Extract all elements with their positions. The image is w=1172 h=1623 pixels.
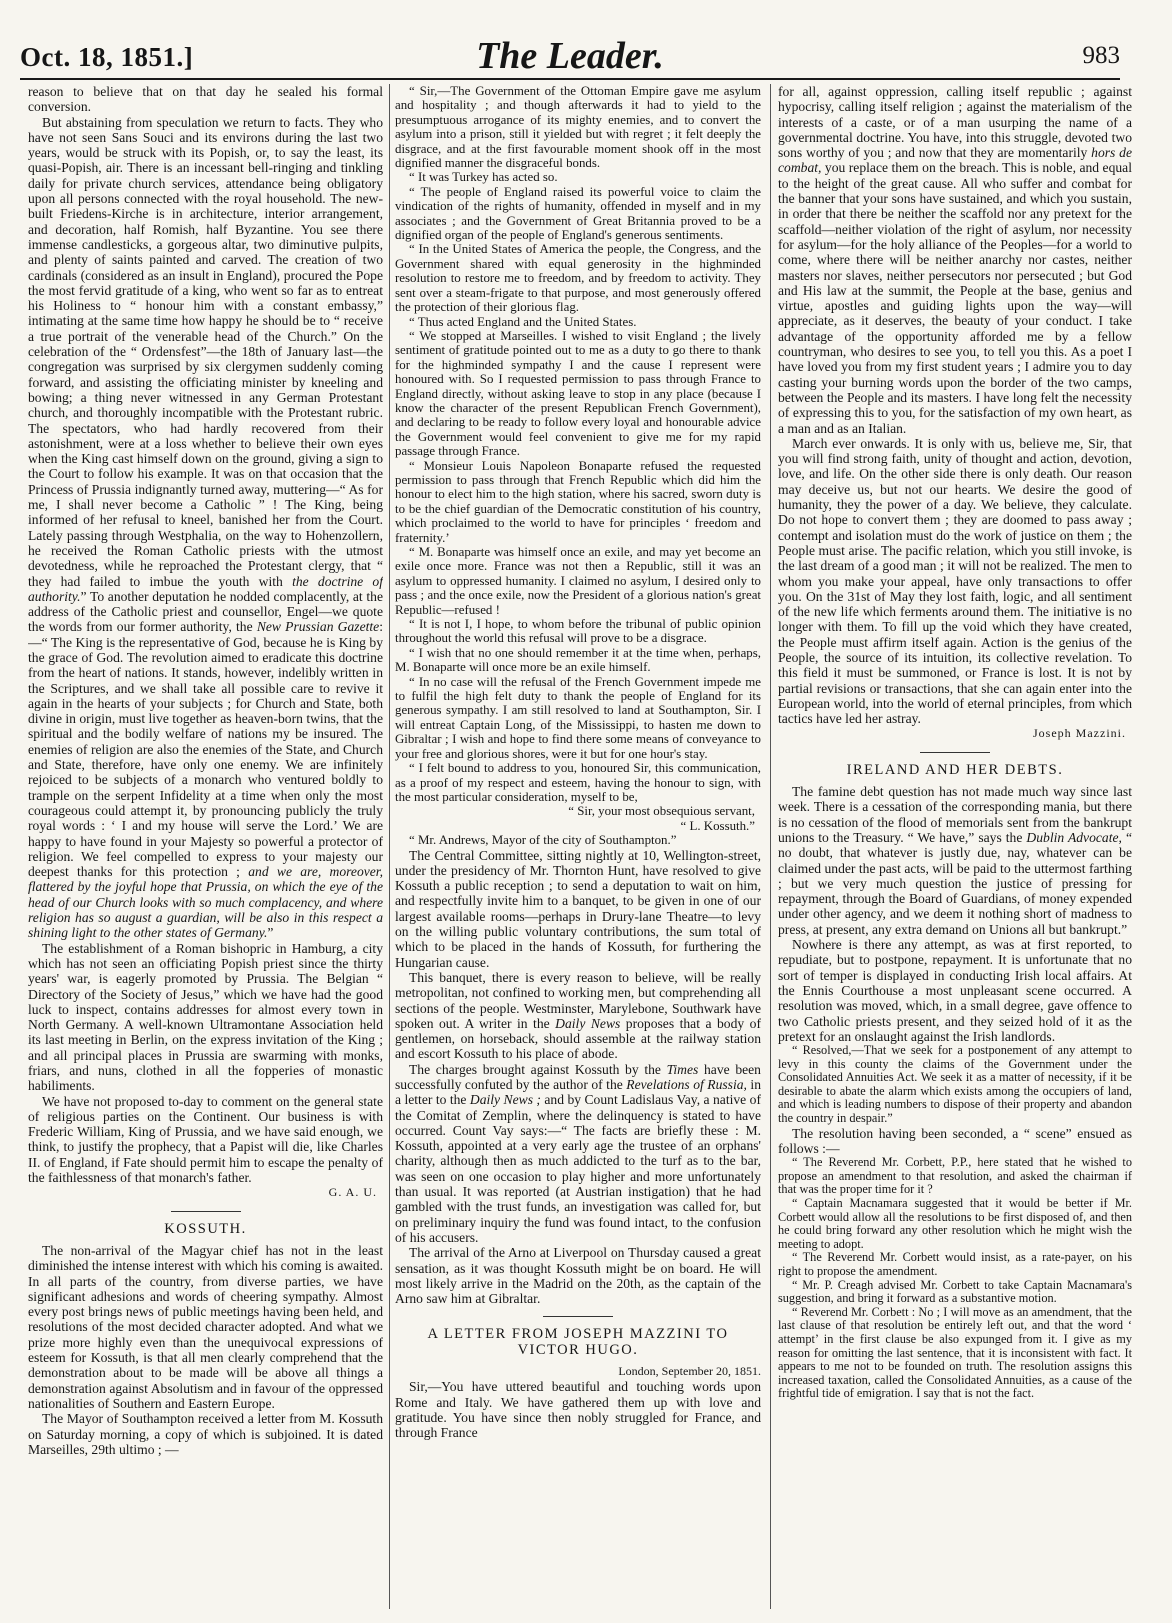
column-3 <box>778 84 1132 1609</box>
issue-date: Oct. 18, 1851.] <box>20 42 194 72</box>
quoted-resolution: “ Resolved,—That we seek for a postponement of any attempt to levy in this county the claims of the Government under the Consolidated Annuities Act. We seek it as a matter of necessity, if it be desirable to abate the alarm which exists among the occupiers of land, and which is leading numbers to dispose of their property and abandon the country in despair.” <box>778 1043 1132 1126</box>
paragraph: The non-arrival of the Magyar chief has not in the least diminished the intense interest with which his coming is awaited. In all parts of the country, from diverse parties, we have significant adhesions and words of cheering sympathy. Almost every post brings news of public meetings having been held, and resolutions of the most decided character adopted. And what we prize more highly even than the unequivocal expressions of esteem for Kossuth, is that all men clearly comprehend that the demonstration about to be made will be above all things a demonstration against Absolutism and in favour of the oppressed nationalities of Southern and Eastern Europe. <box>28 1242 383 1411</box>
paragraph: Nowhere is there any attempt, as was at first reported, to repudiate, but to postpone, repayment. It is unfortunate that no sort of temper is displayed in conducting Irish local affairs. At the Ennis Courthouse a most unpleasant scene occurred. A resolution was moved, which, in a small degree, gave offence to two Catholic priests present, and they seized hold of it as the pretext for an onslaught against the Irish landlords. <box>778 937 1132 1044</box>
column-2 <box>395 84 761 1609</box>
column-divider-2 <box>770 84 771 1609</box>
paragraph: reason to believe that on that day he sealed his formal conversion. <box>28 84 383 115</box>
newspaper-title: The Leader. <box>476 35 664 77</box>
text-run: proposes that a body of gentlemen, on horseback, should assemble at the railway station and escort Kossuth to his place of abode. <box>395 1015 761 1062</box>
paragraph: We have not proposed to-day to comment on the general state of religious parties on the Continent. Our business is with Frederic William, King of Prussia, and we have said enough, we think, to justify the prophecy, that a Papist will die, like Charles II. of England, if Fate should permit him to escape the penalty of the faithlessness of that monarch's father. <box>28 1093 383 1186</box>
quoted-paragraph: “ Captain Macnamara suggested that it would be better if Mr. Corbett would allow all the resolutions to be first disposed of, and then he could bring forward any other resolution which he might wish the meeting to adopt. <box>778 1196 1132 1251</box>
paragraph: The establishment of a Roman bishopric in Hamburg, a city which has not seen an officiating Popish priest since the thirty years' war, is eagerly promoted by Prussia. The Belgian “ Directory of the Society of Jesus,” which we have had the good luck to inspect, contains addresses for almost every town in North Germany. A well-known Ultramontane Association held its last meeting in Berlin, on the express invitation of the King ; and all principal places in Prussia are swarming with monks, friars, and nuns, clothed in all the fopperies of monastic habiliments. <box>28 940 383 1094</box>
paragraph: The Central Committee, sitting nightly at 10, Wellington-street, under the presidency of Mr. Thornton Hunt, have resolved to give Kossuth a public reception ; to send a deputation to wait on him, and respectfully invite him to a banquet, to be given in one of our largest available rooms—perhaps in Drury-lane Theatre—to levy on the willing public voluntary contributions, the sum total of which to be placed in the hands of Kossuth, for furthering the Hungarian cause. <box>395 847 761 970</box>
paragraph: The arrival of the Arno at Liverpool on Thursday caused a great sensation, as it was thought Kossuth might be on board. He will most likely arrive in the Madrid on the 20th, as the captain of the Arno saw him at Gibraltar. <box>395 1245 761 1307</box>
letter-paragraph: “ Thus acted England and the United States. <box>409 314 637 329</box>
italic-run: Revelations of Russia, <box>626 1076 747 1092</box>
text-run: This banquet, there is every reason to believe, will be really metropolitan, not confined to working men, but comprehending all sections of the people. Westminster, Marylebone, Southwark have spoken out. A writer in the <box>395 969 761 1031</box>
section-rule <box>543 1316 613 1317</box>
letter-paragraph: “ In the United States of America the people, the Congress, and the Government shared with equal generosity in the highminded resolution to restore me to freedom, and by freedom to activity. They sent over a steam-frigate to that purpose, and most generously offered the protection of their glorious flag. <box>395 242 761 315</box>
letter-paragraph: “ M. Bonaparte was himself once an exile, and may yet become an exile once more. France was not then a Republic, still it was an asylum to oppressed humanity. I claimed no asylum, I desired only to pass ; and the once exile, now the President of a glorious nation's great Republic—refused ! <box>395 545 761 617</box>
section-rule <box>920 752 990 753</box>
quoted-paragraph: “ The Reverend Mr. Corbett would insist, as a rate-payer, on his right to propose the amendment. <box>778 1250 1132 1279</box>
letter-paragraph: “ In no case will the refusal of the French Government impede me to fulfil the high felt duty to thank the people of England for its generous sympathy. I am still resolved to land at Southampton, Sir. I will entreat Captain Long, of the Mississippi, to hasten me down to Gibraltar ; I wish and hope to find there some means of conveyance to your free and glorious shores, were it but for one hour's stay. <box>395 674 761 761</box>
dateline: London, September 20, 1851. <box>618 1364 761 1379</box>
text-run: have been successfully confuted by the author of the <box>395 1061 761 1092</box>
quoted-paragraph: “ The Reverend Mr. Corbett, P.P., here stated that he wished to propose an amendment to that resolution, and asked the chairman if that was the proper time for it ? <box>778 1155 1132 1197</box>
italic-run: and we are, moreover, flattered by the joyful hope that Prussia, on which the eye of the head of our Church looks with so much complacency, and where religion has so august a guardian, will be also in this respect a shining light to the other states of Germany. <box>28 864 383 941</box>
text-run: :—“ The King is the representative of God, because he is King by the grace of God. The revolution aimed to eradicate this doctrine from the heart of nations. It stands, however, indelibly written in the Scriptures, and we shall take all possible care to revive it again in the hearts of your subjects ; for Church and State, both divine in origin, must live together as heaven-born twins, that the spiritual and the bodily welfare of nations my be insured. The enemies of religion are also the enemies of the State, and Church and State, therefore, have only one enemy. We are infinitely rejoiced to be subjects of a monarch who ventured boldly to trample on the serpent Infidelity at a time when only the most courageous could attempt it, by pronouncing publicly the truly royal words : ‘ I and my house will serve the Lord.’ We are happy to have found in your Majesty so powerful a protector of religion. We feel compelled to express to your majesty our deepest thanks for this protection ; <box>28 619 383 880</box>
italic-run: the doctrine of authority. <box>28 573 383 604</box>
masthead <box>20 28 1120 80</box>
text-run: ” To another deputation he nodded complacently, at the address of the Catholic priest and counsellor, Engel—we quote the words from our former authority, the <box>28 588 383 635</box>
paragraph: The Mayor of Southampton received a letter from M. Kossuth on Saturday morning, a copy of which is subjoined. It is dated Marseilles, 29th ultimo ; — <box>28 1411 383 1457</box>
letter-paragraph: “ I wish that no one should remember it at the time when, perhaps, M. Bonaparte will once more be an exile himself. <box>395 645 761 675</box>
page-number: 983 <box>1082 42 1120 69</box>
section-heading-mazzini-letter: A LETTER FROM JOSEPH MAZZINI TO VICTOR HUGO. <box>427 1326 729 1358</box>
text-run: “ no doubt, that whatever is justly due, nay, whatever can be claimed under the past acts, will be paid to the uttermost farthing ; but we very much question the justice of pressing for repayment, through the Board of Guardians, of money expended under other agency, and we deem it nothing short of madness to press, at present, any extra demand on Unions all but bankrupt.” <box>778 829 1132 937</box>
letter-paragraph: “ Monsieur Louis Napoleon Bonaparte refused the requested permission to pass through that French Republic which did him the honour to elect him to the high station, where his sacred, sworn duty is to be the chief guardian of the Democratic constitution of his country, which proclaimed to the world to have for principles ‘ freedom and fraternity.’ <box>395 458 761 545</box>
letter-paragraph: “ I felt bound to address to you, honoured Sir, this communication, as a proof of my respect and esteem, having the honour to sign, with the most particular consideration, myself to be, <box>395 761 761 804</box>
kossuth-letter <box>395 84 761 848</box>
letter-paragraph: “ We stopped at Marseilles. I wished to visit England ; the lively sentiment of gratitude pointed out to me as a duty to go there to thank for the highminded sympathy I and the cause I represent were honoured with. So I requested permission to pass through France to England directly, without asking leave to stop in any place (because I know the character of the present Republican French Government), and declaring to be ready to follow every loyal and honourable advice the Government would feel convenient to give me for my rapid passage through France. <box>395 328 761 459</box>
section-heading-kossuth: KOSSUTH. <box>164 1220 247 1237</box>
paragraph <box>778 84 1132 436</box>
author-signature: G. A. U. <box>328 1185 377 1200</box>
letter-paragraph: “ It is not I, I hope, to whom before the tribunal of public opinion throughout the world this refusal will prove to be a disgrace. <box>395 617 761 646</box>
italic-run: New Prussian Gazette <box>256 619 380 635</box>
text-run: for all, against oppression, calling itself republic ; against hypocrisy, calling itself religion ; against the materialism of the interests of a caste, or of a man usurping the name of a governmental doctrine. You have, into this struggle, devoted two sons worthy of you ; and now that they are momentarily <box>778 84 1132 161</box>
text-run: in a letter to the <box>395 1076 761 1108</box>
section-heading-ireland: IRELAND AND HER DEBTS. <box>846 761 1064 778</box>
text-run: The famine debt question has not made much way since last week. There is a cessation of the corresponding mania, but there is no cessation of the flood of memorials sent from the bankrupt unions to the Treasury. “ We have,” says the <box>778 784 1132 845</box>
column-1 <box>28 84 383 1609</box>
text-run: you replace them on the breach. This is noble, and equal to the height of the great cause. All who suffer and combat for the banner that your sons have sustained, and which you sustain, in order that there be neither the scaffold nor any pretext for the scaffold—neither violation of the right of asylum, nor necessity for asylum—for the holy alliance of the Peoples—for a world to come, where there will be neither anarchy nor castes, neither masters nor slaves, neither persecutors nor persecuted ; but God and His law at the summit, the People at the base, genius and virtue, apostles and guiding lights upon the way—will appreciate, as it deserves, the beauty of your conduct. I take advantage of the opportunity afforded me by a fellow countryman, who desires to see you, to tell you this. As a poet I have loved you from my first student years ; I admire you to day casting your burning words upon the border of the two camps, between the People and its masters. I have long felt the necessity of expressing this to you, for the satisfaction of my own heart, as a man and as an Italian. <box>778 160 1132 436</box>
letter-closing: “ Sir, your most obsequious servant, <box>568 804 755 819</box>
text-run: and by Count Ladislaus Vay, a native of the Comitat of Zemplin, where the delinquency is stated to have occurred. Count Vay says:—“ The facts are briefly these : M. Kossuth, appointed at a very early age the trustee of an orphans' charity, although then as much addicted to the turf as to the bar, was seen on one occasion to play higher and more unfortunately than usual. It was reported (at Austrian instigation) that he had gambled with the trust funds, an investigation was called for, but on preliminary inquiry the fund was found intact, to the confusion of his accusers. <box>395 1092 761 1245</box>
letter-addressee: “ Mr. Andrews, Mayor of the city of Southampton.” <box>409 833 677 848</box>
author-signature: Joseph Mazzini. <box>1033 726 1126 741</box>
quoted-proceedings <box>778 1156 1132 1401</box>
text-run: But abstaining from speculation we return to facts. They who have not seen Sans Souci and its environs during the last two years, would be struck with its Popish, or, to say the least, its quasi-Popish, air. There is an incessant bell-ringing and tinkling daily for private church services, attendance being obligatory upon all persons connected with the royal household. The new-built Friedens-Kirche is in architecture, interior arrangement, and decoration, half Romish, half Byzantine. You see there immense candlesticks, a gorgeous altar, two diminutive pulpits, and plenty of saints painted and carved. The creation of two cardinals (considered as an insult in England), procured the Pope the most fervid gratitude of a king, who went so far as to entreat his Holiness to “ honour him with a constant embassy,” intimating at the same time how happy he should be to “ receive a true portrait of the venerable head of the Church.” On the celebration of the “ Ordensfest”—the 18th of January last—the congregation was surprised by six clergymen suddenly coming forward, and assisting the officiating minister by kneeling and bowing; a thing never witnessed in any German Protestant church, and thoroughly incompatible with the Protestant rubric. The spectators, who had hardly recovered from their astonishment, were at a loss whether to believe their own eyes when the King cast himself down on the ground, giving a sign to the Court to follow his example. It was on that occasion that the Princess of Prussia indignantly turned away, muttering—“ As for me, I shall never become a Catholic ” ! The King, being informed of her refusal to kneel, banished her from the Court. Lately passing through Westphalia, on the way to Hohenzollern, he received the Roman Catholic priests with the utmost devotedness, while he reproached the Protestant clergy, that “ they had failed to imbue the youth with <box>28 114 383 589</box>
paragraph: The resolution having been seconded, a “ scene” ensued as follows :— <box>778 1125 1132 1156</box>
column-divider-1 <box>389 84 390 1609</box>
italic-run: Daily News ; <box>469 1092 541 1108</box>
text-run: ” <box>267 925 274 941</box>
italic-run: hors de combat, <box>778 145 1132 176</box>
paragraph: March ever onwards. It is only with us, believe me, Sir, that you will find strong faith, unity of thought and action, devotion, love, and life. On the other side there is only death. Our reason may deceive us, but not our hearts. We desire the good of humanity, they the power of a day. We believe, they calculate. Do not hope to convert them ; they are doomed to pass away ; contempt and isolation must do the work of justice on them ; the People must arise. The pacific relation, which you still invoke, is the last dream of a good man ; it will not be realized. The men to whom you make your appeal, have only transactions to offer you. On the 31st of May they lost faith, logic, and all sentiment of the new life which ferments around them. The initiative is no longer with them. To fill up the void which they have created, the People must affirm itself again. Action is the genius of the People, the source of its intuition, its collective revelation. To this field it must be summoned, or France is lost. It is not by partial revisions or transactions, that she can again enter into the European world, into the world of eternal principles, from which tactics have led her astray. <box>778 435 1132 727</box>
paragraph <box>28 115 383 941</box>
paragraph: Sir,—You have uttered beautiful and touching words upon Rome and Italy. We have gathered them up with love and gratitude. You have since then nobly struggled for France, and through France <box>395 1379 761 1441</box>
quoted-paragraph: “ Mr. P. Creagh advised Mr. Corbett to take Captain Macnamara's suggestion, and bring it forward as a substantive motion. <box>778 1277 1132 1306</box>
section-rule <box>171 1211 241 1212</box>
text-run: The charges brought against Kossuth by the <box>409 1061 661 1077</box>
quoted-paragraph: “ Reverend Mr. Corbett : No ; I will move as an amendment, that the last clause of that resolution be entirely left out, and that the word ‘ attempt’ in the first clause be also expunged from it. I give as my reason for omitting the last sentence, that it is inconsistent with fact. It appears to me not to be founded on truth. The resolution assigns this increased taxation, called the Consolidated Annuities, as a cause of the frightful tide of emigration. I say that is not the fact. <box>778 1304 1132 1401</box>
italic-run: Times <box>666 1061 699 1077</box>
paragraph <box>395 1062 761 1246</box>
letter-paragraph: “ It was Turkey has acted so. <box>409 170 558 185</box>
letter-paragraph: “ The people of England raised its powerful voice to claim the vindication of the rights of humanity, offended in myself and in my associates ; and the Government of Great Britannia proved to be a dignified organ of the people of England's generous sentiments. <box>395 184 761 243</box>
letter-signature: “ L. Kossuth.” <box>680 818 755 833</box>
italic-run: Daily News <box>555 1015 621 1031</box>
letter-paragraph: “ Sir,—The Government of the Ottoman Empire gave me asylum and hospitality ; and though afterwards it had to yield to the presumptuous arrogance of its mighty enemies, and to convert the asylum into a prison, still it yielded but with regret ; it felt deeply the disgrace, and at the first favourable moment shook off in the most dignified manner the disgraceful bonds. <box>395 84 761 171</box>
paragraph <box>395 970 761 1062</box>
paragraph <box>778 784 1132 937</box>
italic-run: Dublin Advocate, <box>1026 829 1122 845</box>
